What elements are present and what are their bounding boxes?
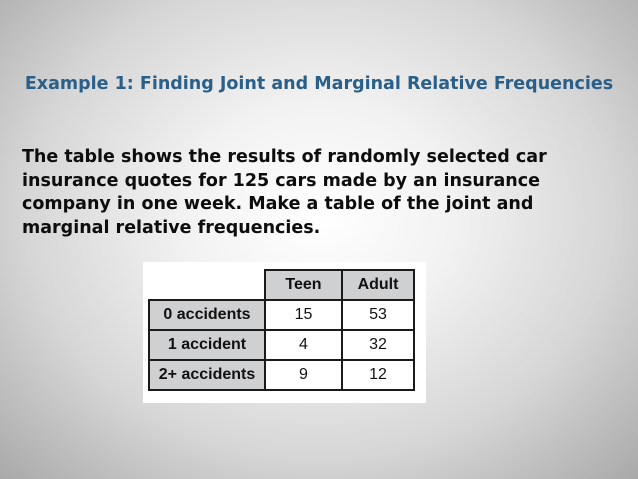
column-header-teen: Teen: [265, 270, 342, 300]
cell-2plus-accidents-adult: 12: [342, 360, 414, 390]
table-corner: [149, 270, 265, 300]
cell-0-accidents-adult: 53: [342, 300, 414, 330]
cell-0-accidents-teen: 15: [265, 300, 342, 330]
table-row: [149, 330, 414, 360]
column-header-adult: Adult: [342, 270, 414, 300]
table-header-row: [149, 270, 414, 300]
table-row: [149, 300, 414, 330]
slide-title: Example 1: Finding Joint and Marginal Relative Frequencies: [24, 74, 614, 94]
table-row: [149, 360, 414, 390]
insurance-quotes-table: [148, 269, 415, 391]
cell-1-accident-teen: 4: [265, 330, 342, 360]
row-header-0-accidents: 0 accidents: [149, 300, 265, 330]
row-header-1-accident: 1 accident: [149, 330, 265, 360]
slide-body-text: The table shows the results of randomly selected car insurance quotes for 125 cars made by an insurance company in one week. Make a table of the joint and marginal relative frequencies.: [22, 147, 547, 238]
cell-1-accident-adult: 32: [342, 330, 414, 360]
table-frame: [143, 262, 426, 403]
row-header-2plus-accidents: 2+ accidents: [149, 360, 265, 390]
cell-2plus-accidents-teen: 9: [265, 360, 342, 390]
